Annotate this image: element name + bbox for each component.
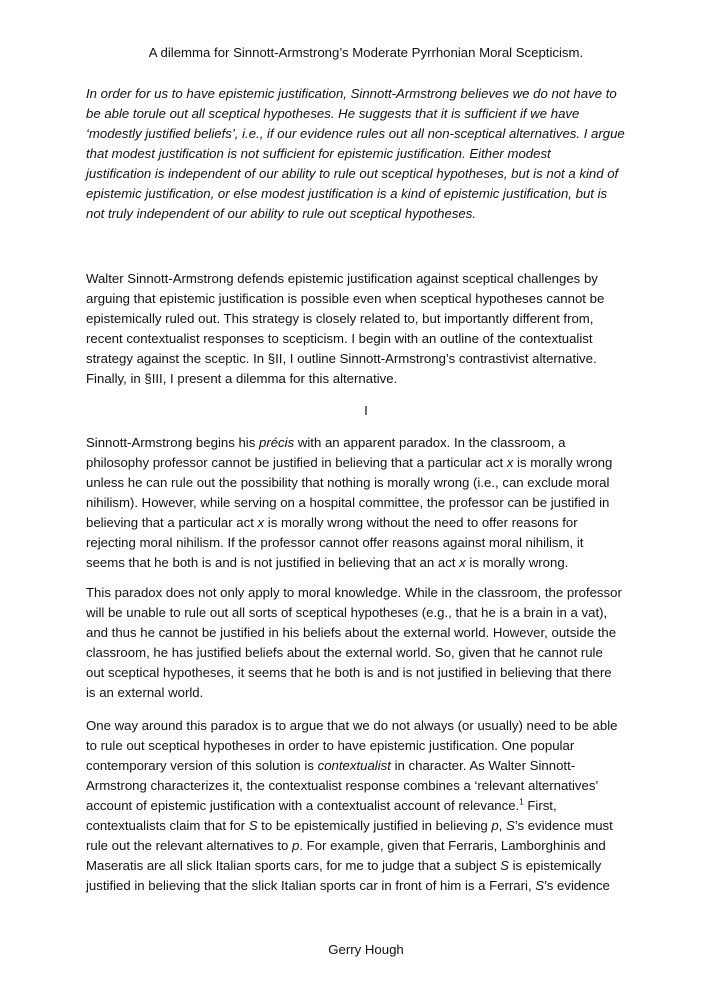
text-line [86,104,646,124]
text-line [86,329,646,349]
text-segment: ’s evidence must [514,818,613,833]
text-segment: rejecting moral nihilism. If the professor cannot offer reasons against moral nihilism, it [86,535,584,550]
text-segment: be able torule out all sceptical hypotheses. He suggests that it is sufficient if we have [86,106,580,121]
text-line [86,876,646,896]
body-paragraph [86,583,646,703]
text-segment: contextualists claim that for [86,818,249,833]
text-segment: nihilism). However, while serving on a hospital committee, the professor can be justified in [86,495,610,510]
text-line [86,856,646,876]
page-footer-author: Gerry Hough [328,942,404,957]
text-line [86,473,646,493]
text-segment: Sinnott-Armstrong begins his [86,435,259,450]
text-segment: p [491,818,499,833]
text-segment: with an apparent paradox. In the classroom, a [294,435,566,450]
text-line [86,716,646,736]
text-line [86,683,646,703]
text-segment: In order for us to have epistemic justification, Sinnott-Armstrong believes we do not have to [86,86,617,101]
text-line [86,513,646,533]
text-line [86,776,646,796]
text-segment: seems that he both is and is not justified in believing that an act [86,555,460,570]
text-line [86,623,646,643]
text-segment: S [248,818,258,833]
text-line [86,553,646,573]
text-segment: will be unable to rule out all sorts of sceptical hypotheses (e.g., that he is a brain in a vat), [86,605,608,620]
text-segment: ’s evidence [544,878,610,893]
text-segment: unless he can rule out the possibility that nothing is morally wrong (i.e., can exclude moral [86,475,610,490]
text-segment: strategy against the sceptic. In §II, I outline Sinnott-Armstrong’s contrastivist alternative. [86,351,597,366]
text-segment: classroom, he has justified beliefs about the external world. So, given that he cannot rule [86,645,603,660]
text-segment: First, [523,798,557,813]
text-segment: Maseratis are all slick Italian sports cars, for me to judge that a subject [86,858,501,873]
text-segment: contextualist [317,758,391,773]
text-segment: Armstrong characterizes it, the contextualist response combines a ‘relevant alternatives’ [86,778,599,793]
text-line [86,184,646,204]
text-segment: epistemic justification, or else modest justification is a kind of epistemic justification, but is [86,186,608,201]
text-segment: justified in believing that the slick Italian sports car in front of him is a Ferrari, [86,878,536,893]
text-segment: , [498,818,507,833]
text-line [86,204,646,224]
text-line [86,433,646,453]
text-segment: contemporary version of this solution is [86,758,318,773]
text-segment: recent contextualist responses to scepticism. I begin with an outline of the contextualist [86,331,593,346]
text-segment: S [500,858,509,873]
footnote-marker: 1 [519,797,524,807]
intro-paragraph [86,269,646,389]
text-segment: is morally wrong [513,455,613,470]
text-segment: One way around this paradox is to argue that we do not always (or usually) need to be able [86,718,618,733]
text-segment: and thus he cannot be justified in his beliefs about the external world. However, outside the [86,625,617,640]
text-segment: This paradox does not only apply to moral knowledge. While in the classroom, the professor [86,585,622,600]
text-line [86,756,646,776]
abstract [86,84,646,224]
text-line [86,369,646,389]
text-segment: x [257,515,265,530]
text-segment: x [459,555,466,570]
text-line [86,643,646,663]
text-line [86,493,646,513]
body-paragraph [86,716,646,896]
document-title: A dilemma for Sinnott-Armstrong’s Moderate Pyrrhonian Moral Scepticism. [148,45,584,60]
text-line [86,533,646,553]
text-segment: philosophy professor cannot be justified in believing that a particular act [86,455,507,470]
text-segment: x [506,455,514,470]
text-line [86,289,646,309]
text-segment: not truly independent of our ability to rule out sceptical hypotheses. [86,206,477,221]
text-line [86,453,646,473]
text-segment: is morally wrong. [465,555,569,570]
text-segment: . For example, given that Ferraris, Lamborghinis and [299,838,606,853]
text-segment: rule out the relevant alternatives to [86,838,292,853]
text-segment: S [535,878,545,893]
text-line [86,603,646,623]
text-segment: S [506,818,515,833]
text-segment: epistemically ruled out. This strategy is closely related to, but importantly different from, [86,311,594,326]
text-segment: is an external world. [86,685,204,700]
text-segment: is epistemically [508,858,602,873]
text-line [86,164,646,184]
text-segment: to be epistemically justified in believing [257,818,492,833]
text-segment: account of epistemic justification with a contextualist account of relevance. [86,798,520,813]
text-segment: is morally wrong without the need to offer reasons for [264,515,578,530]
text-segment: arguing that epistemic justification is possible even when sceptical hypotheses cannot be [86,291,605,306]
text-line [86,836,646,856]
text-segment: ‘modestly justified beliefs’, i.e., if our evidence rules out all non-sceptical alternatives. I argue [86,126,625,141]
text-line [86,144,646,164]
body-paragraph [86,433,646,573]
text-segment: Walter Sinnott-Armstrong defends epistemic justification against sceptical challenges by [86,271,598,286]
text-segment: that modest justification is not sufficient for epistemic justification. Either modest [86,146,551,161]
text-segment: to rule out sceptical hypotheses in order to have epistemic justification. One popular [86,738,575,753]
text-line [86,663,646,683]
text-line [86,796,646,816]
text-line [86,124,646,144]
text-segment: believing that a particular act [86,515,258,530]
text-segment: out sceptical hypotheses, it seems that he both is and is not justified in believing that there [86,665,612,680]
text-segment: Finally, in §III, I present a dilemma for this alternative. [86,371,398,386]
text-line [86,349,646,369]
text-line [86,309,646,329]
section-heading: I [364,403,368,418]
text-line [86,736,646,756]
text-segment: justification is independent of our ability to rule out sceptical hypotheses, but is not a kind of [86,166,619,181]
text-line [86,269,646,289]
text-line [86,583,646,603]
text-line [86,816,646,836]
text-segment: précis [258,435,295,450]
text-line [86,84,646,104]
text-segment: in character. As Walter Sinnott- [390,758,576,773]
text-segment: p [292,838,300,853]
